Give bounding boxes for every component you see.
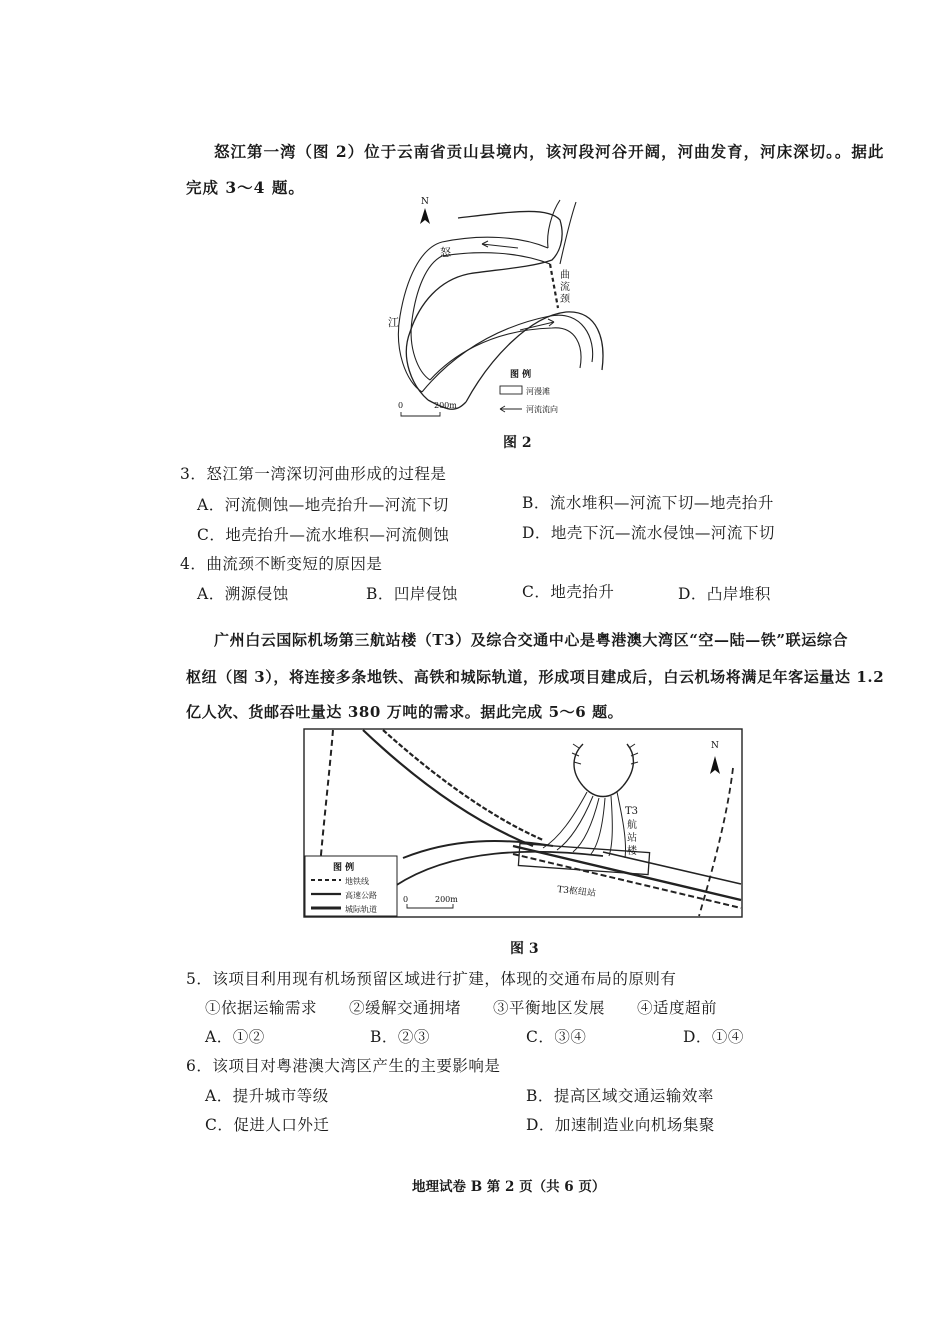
fig2-label-jiang: 江 [388, 316, 399, 329]
fig3-legend-title: 图 例 [333, 863, 355, 873]
legend-beach-swatch [500, 386, 522, 394]
fig3-scale-zero: 0 [403, 895, 409, 904]
fig2-scale-bar [401, 412, 440, 416]
q5-option-b[interactable]: B．②③ [370, 1028, 430, 1046]
fig2-neck-label-3: 颈 [560, 294, 570, 305]
river-bank-north-1 [442, 237, 548, 248]
q4-option-d[interactable]: D．凸岸堆积 [678, 585, 771, 603]
figure2-river-map [370, 190, 610, 422]
passage1-line2: 完成 3～4 题。 [186, 178, 305, 197]
fig3-legend-metro: 地铁线 [345, 877, 369, 886]
fig2-legend-title: 图 例 [510, 370, 532, 380]
q4-stem: 4．曲流颈不断变短的原因是 [180, 555, 383, 573]
fig2-neck-label-2: 流 [560, 282, 570, 293]
legend-flow-arrow-icon [500, 406, 522, 412]
passage2-line3: 亿人次、货邮吞吐量达 380 万吨的需求。据此完成 5～6 题。 [186, 703, 624, 721]
q4-option-a[interactable]: A．溯源侵蚀 [197, 585, 289, 603]
q3-option-c[interactable]: C．地壳抬升—流水堆积—河流侧蚀 [197, 526, 450, 544]
river-south-arm-2 [430, 328, 581, 380]
q6-option-c[interactable]: C．促进人口外迁 [205, 1116, 330, 1134]
fig3-t3-label-4: 楼 [627, 846, 637, 857]
q3-option-d[interactable]: D．地壳下沉—流水侵蚀—河流下切 [522, 524, 775, 542]
q3-option-b[interactable]: B．流水堆积—河流下切—地壳抬升 [522, 494, 774, 512]
fig2-legend-beach: 河漫滩 [526, 387, 550, 396]
fig3-hub-label: T3枢纽站 [556, 885, 597, 900]
fig2-legend-flow: 河流流向 [526, 405, 558, 414]
flow-arrow-north [482, 244, 518, 248]
fig3-legend-intercity: 城际轨道 [345, 905, 377, 914]
q5-option-a[interactable]: A．①② [205, 1028, 265, 1046]
q4-option-c[interactable]: C．地壳抬升 [522, 583, 615, 601]
figure2-caption: 图 2 [503, 435, 532, 451]
meander-neck-line [550, 264, 558, 308]
river-south-arm-1 [422, 315, 593, 392]
q5-stem: 5．该项目利用现有机场预留区域进行扩建，体现的交通布局的原则有 [186, 970, 677, 988]
q5-option-c[interactable]: C．③④ [526, 1028, 587, 1046]
river-upper-right-1 [548, 200, 560, 248]
fig3-t3-label-3: 站 [627, 833, 637, 844]
fig2-scale-length: 200m [434, 401, 457, 410]
fig3-north-label: N [711, 741, 719, 751]
fig3-scale-length: 200m [435, 895, 458, 904]
passage1-line1: 怒江第一湾（图 2）位于云南省贡山县境内，该河段河谷开阔，河曲发育，河床深切。。据此 [214, 142, 885, 161]
figure3-hub-map [303, 728, 745, 920]
q4-option-b[interactable]: B．凹岸侵蚀 [366, 585, 458, 603]
fig2-label-nu: 怒 [440, 246, 451, 259]
q6-option-d[interactable]: D．加速制造业向机场集聚 [526, 1116, 715, 1134]
river-bank-north-2 [442, 253, 550, 264]
passage2-line2: 枢纽（图 3），将连接多条地铁、高铁和城际轨道，形成项目建成后，白云机场将满足年客运量达 1.2 [186, 668, 885, 686]
page-footer: 地理试卷 B 第 2 页（共 6 页） [412, 1179, 606, 1195]
fig2-neck-label-1: 曲 [560, 270, 570, 281]
fig3-t3-label-1: T3 [625, 806, 639, 817]
fig2-north-label: N [421, 197, 429, 207]
q6-option-a[interactable]: A．提升城市等级 [205, 1087, 329, 1105]
q5-statements: ①依据运输需求 ②缓解交通拥堵 ③平衡地区发展 ④适度超前 [205, 999, 718, 1017]
q6-stem: 6．该项目对粤港澳大湾区产生的主要影响是 [186, 1057, 501, 1075]
q6-option-b[interactable]: B．提高区域交通运输效率 [526, 1087, 714, 1105]
q3-option-a[interactable]: A．河流侧蚀—地壳抬升—河流下切 [197, 496, 449, 514]
north-arrow-icon [420, 208, 430, 224]
valley-edge-outer [406, 211, 562, 400]
figure3-caption: 图 3 [510, 941, 539, 957]
q5-option-d[interactable]: D．①④ [683, 1028, 744, 1046]
q3-stem: 3．怒江第一湾深切河曲形成的过程是 [180, 465, 447, 483]
passage2-line1: 广州白云国际机场第三航站楼（T3）及综合交通中心是粤港澳大湾区“空—陆—铁”联运综合 [214, 631, 849, 649]
fig3-t3-label-2: 航 [627, 820, 637, 831]
fig3-legend-highway: 高速公路 [345, 891, 377, 900]
fig2-scale-zero: 0 [398, 401, 404, 410]
